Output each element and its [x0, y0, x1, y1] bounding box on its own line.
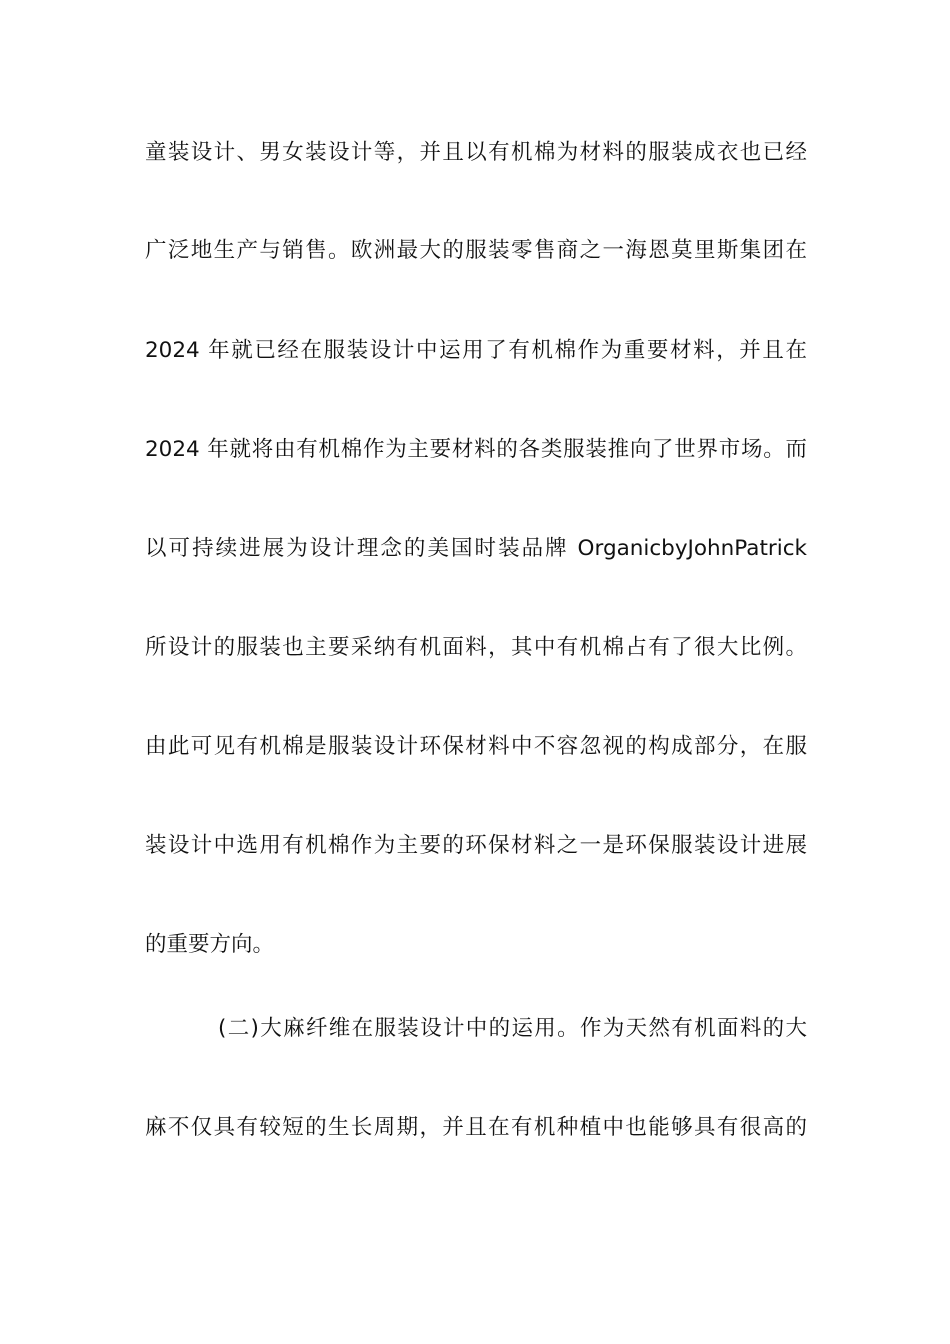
body-text-line: 由此可见有机棉是服装设计环保材料中不容忽视的构成部分，在服 — [145, 734, 807, 759]
paragraph-end-line: 的重要方向。 — [145, 932, 275, 957]
body-text-line: 装设计中选用有机棉作为主要的环保材料之一是环保服装设计进展 — [145, 833, 807, 858]
body-text-line: 童装设计、男女装设计等，并且以有机棉为材料的服装成衣也已经 — [145, 140, 807, 165]
body-text-line: 麻不仅具有较短的生长周期，并且在有机种植中也能够具有很高的 — [145, 1115, 807, 1140]
body-text-line: 广泛地生产与销售。欧洲最大的服装零售商之一海恩莫里斯集团在 — [145, 238, 807, 263]
body-text-line: 以可持续进展为设计理念的美国时装品牌 OrganicbyJohnPatrick — [145, 536, 807, 561]
body-text-line: 2024 年就已经在服装设计中运用了有机棉作为重要材料，并且在 — [145, 338, 807, 363]
body-text-line: 2024 年就将由有机棉作为主要材料的各类服装推向了世界市场。而 — [145, 437, 807, 462]
body-text-line: 所设计的服装也主要采纳有机面料，其中有机棉占有了很大比例。 — [145, 635, 807, 660]
section-heading-line: (二)大麻纤维在服装设计中的运用。作为天然有机面料的大 — [218, 1016, 807, 1041]
